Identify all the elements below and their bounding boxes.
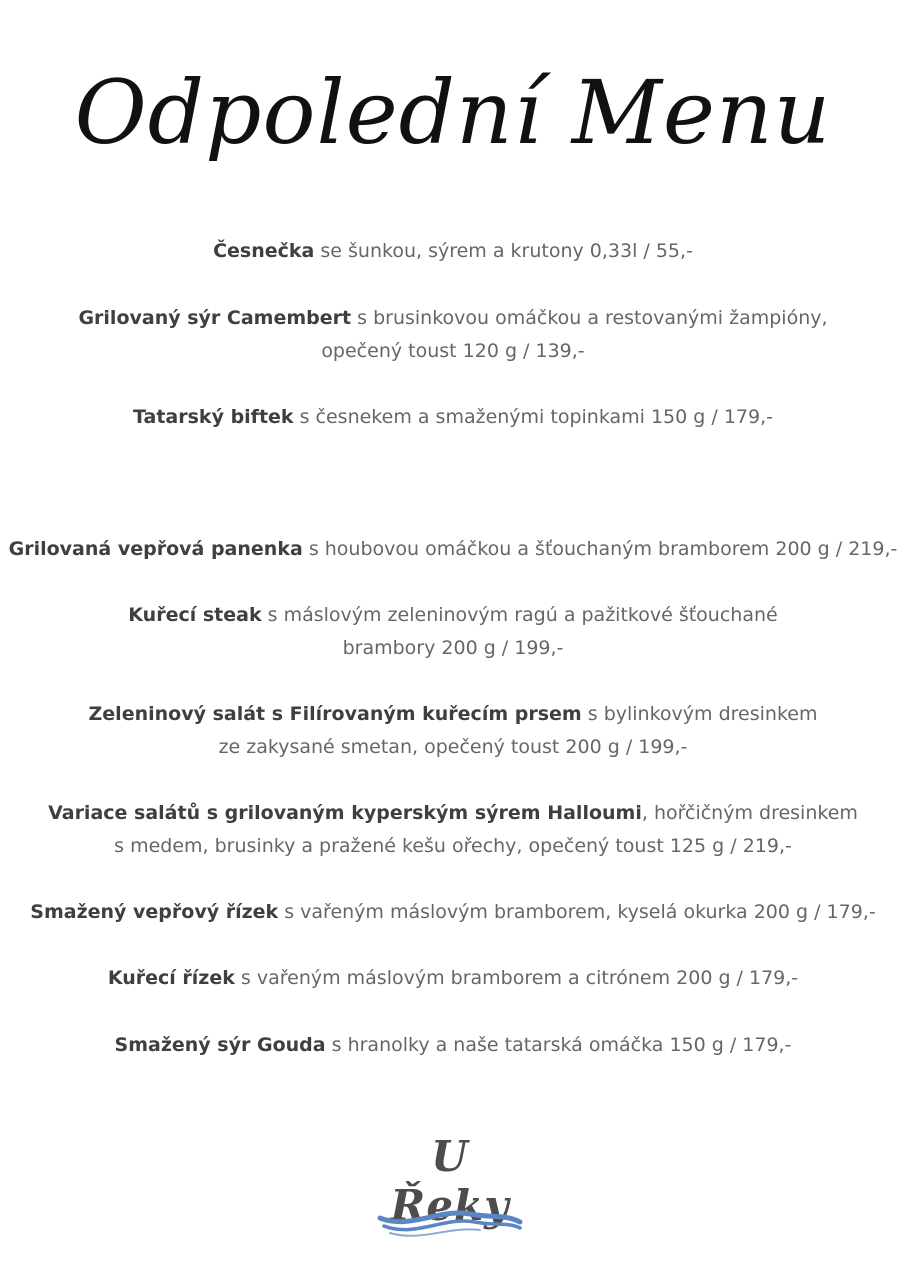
item-description-line2: s medem, brusinky a pražené kešu ořechy, opečený toust 125 g / 219,- xyxy=(114,835,792,857)
item-name: Smažený vepřový řízek xyxy=(30,901,279,923)
menu-item xyxy=(0,698,906,764)
logo-text: U Řeky xyxy=(390,1132,510,1230)
item-description: s houbovou omáčkou a šťouchaným bramborem 200 g / 219,- xyxy=(302,538,898,560)
item-name: Kuřecí steak xyxy=(128,604,262,626)
item-name: Kuřecí řízek xyxy=(107,967,235,989)
item-description: s brusinkovou omáčkou a restovanými žampióny, xyxy=(351,307,828,329)
item-name: Tatarský biftek xyxy=(133,406,294,428)
restaurant-logo xyxy=(370,1132,540,1252)
item-name: Grilovaný sýr Camembert xyxy=(78,307,352,329)
item-name: Česnečka xyxy=(213,240,315,262)
item-description: s hranolky a naše tatarská omáčka 150 g / 179,- xyxy=(325,1034,792,1056)
item-description-line2: opečený toust 120 g / 139,- xyxy=(321,340,585,362)
item-description: s bylinkovým dresinkem xyxy=(581,703,818,725)
item-description: , hořčičným dresinkem xyxy=(641,802,858,824)
menu-item xyxy=(0,797,906,863)
menu-item xyxy=(0,962,906,995)
item-name: Variace salátů s grilovaným kyperským sýrem Halloumi xyxy=(48,802,642,824)
item-description: s vařeným máslovým bramborem a citrónem 200 g / 179,- xyxy=(234,967,799,989)
menu-item xyxy=(0,235,906,268)
wave-icon xyxy=(370,1200,530,1240)
item-description-line2: brambory 200 g / 199,- xyxy=(342,637,564,659)
item-description: se šunkou, sýrem a krutony 0,33l / 55,- xyxy=(314,240,693,262)
menu-item xyxy=(0,302,906,368)
menu-item xyxy=(0,533,906,566)
item-description: s máslovým zeleninovým ragú a pažitkové šťouchané xyxy=(261,604,778,626)
item-description-line2: ze zakysané smetan, opečený toust 200 g / 199,- xyxy=(218,736,688,758)
item-description: s vařeným máslovým bramborem, kyselá okurka 200 g / 179,- xyxy=(278,901,876,923)
menu-item xyxy=(0,1029,906,1062)
menu-item xyxy=(0,401,906,434)
menu-item xyxy=(0,896,906,929)
item-description: s česnekem a smaženými topinkami 150 g / 179,- xyxy=(293,406,773,428)
menu-title: Odpolední Menu xyxy=(74,61,832,164)
menu-item xyxy=(0,599,906,665)
item-name: Smažený sýr Gouda xyxy=(114,1034,326,1056)
item-name: Zeleninový salát s Filírovaným kuřecím prsem xyxy=(88,703,582,725)
item-name: Grilovaná vepřová panenka xyxy=(8,538,303,560)
